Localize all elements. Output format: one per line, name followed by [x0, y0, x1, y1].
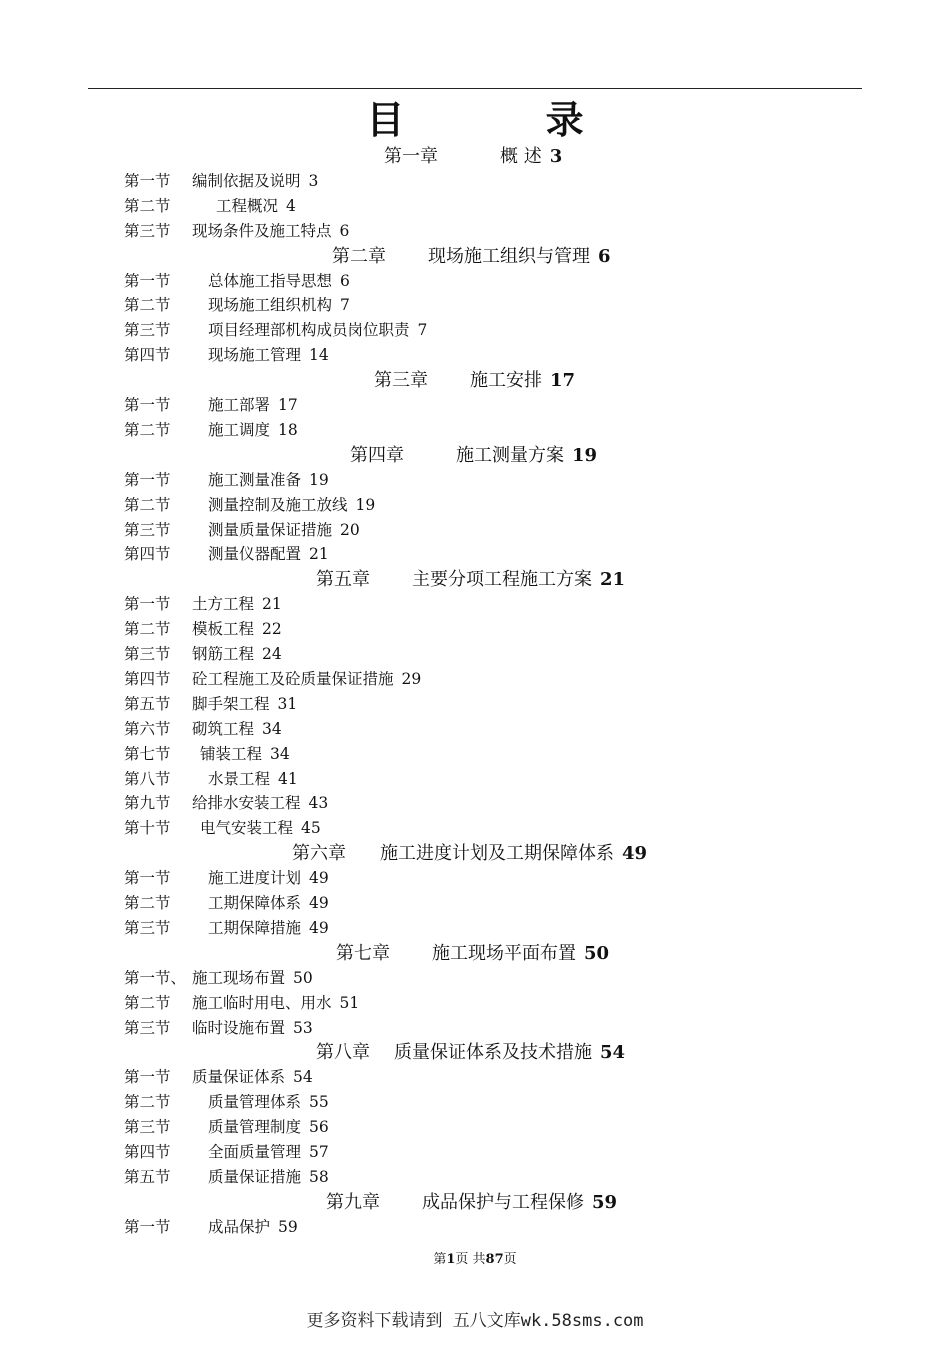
- section-number: 第二节: [124, 296, 171, 315]
- section-title-group: [208, 343, 329, 368]
- section-number: 第三节: [124, 221, 171, 240]
- section-title-group: [208, 393, 298, 418]
- section-title-group: [208, 1115, 329, 1140]
- section-number: 第二节: [124, 1093, 171, 1112]
- section-number: 第三节: [124, 1018, 171, 1037]
- chapter-title: 概 述: [500, 146, 542, 167]
- section-page-number: 19: [309, 470, 329, 489]
- section-number: 第一节: [124, 595, 171, 614]
- footer-suffix: 页: [503, 1252, 517, 1267]
- toc-chapter-row: [0, 244, 950, 269]
- section-page-number: 7: [340, 296, 350, 315]
- section-title-group: [208, 1140, 329, 1165]
- chapter-page-number: 54: [600, 1042, 626, 1064]
- section-title-group: [208, 866, 329, 891]
- section-number: 第八节: [124, 769, 171, 788]
- section-page-number: 55: [309, 1093, 329, 1112]
- section-title: 砼工程施工及砼质量保证措施: [192, 669, 394, 688]
- section-title-group: [208, 891, 329, 916]
- section-page-number: 57: [309, 1143, 329, 1161]
- toc-section-row: [0, 667, 950, 692]
- section-page-number: 43: [308, 794, 329, 813]
- section-page-number: 18: [278, 420, 298, 439]
- toc-section-row: [0, 468, 950, 493]
- section-page-number: 53: [293, 1018, 313, 1037]
- toc-section-row: [0, 1115, 950, 1140]
- section-title-group: [208, 518, 360, 543]
- section-title: 成品保护: [208, 1217, 271, 1236]
- toc-section-row: [0, 1090, 950, 1115]
- section-number: 第一节: [124, 1217, 171, 1236]
- section-title-group: [208, 318, 427, 343]
- chapter-page-number: 6: [598, 245, 611, 267]
- section-number: 第九节: [124, 794, 171, 813]
- chapter-title: 成品保护与工程保修: [422, 1191, 584, 1213]
- chapter-title: 质量保证体系及技术措施: [394, 1042, 592, 1064]
- section-page-number: 49: [309, 869, 329, 888]
- section-title: 施工进度计划: [208, 869, 302, 888]
- section-page-number: 49: [309, 918, 329, 937]
- chapter-title: 现场施工组织与管理: [428, 245, 590, 267]
- section-title-group: [192, 219, 349, 244]
- toc-section-row: [0, 742, 950, 767]
- section-title-group: [200, 742, 290, 767]
- download-watermark: 更多资料下载请到 五八文库wk.58sms.com: [306, 1311, 644, 1331]
- footer-page-number: 1: [446, 1252, 456, 1267]
- chapter-title-group: [422, 1190, 617, 1215]
- section-number: 第一节: [124, 271, 171, 290]
- section-number: 第三节: [124, 520, 171, 539]
- chapter-page-number: 49: [622, 843, 648, 865]
- footer-prefix: 第: [433, 1252, 447, 1267]
- section-number: 第一节: [124, 171, 171, 190]
- chapter-title: 施工安排: [470, 370, 542, 392]
- toc-section-row: [0, 318, 950, 343]
- chapter-page-number: 19: [572, 444, 598, 466]
- section-number: 第一节、: [124, 968, 187, 987]
- section-title: 水景工程: [208, 769, 271, 788]
- section-title: 砌筑工程: [192, 719, 255, 738]
- chapter-title: 施工测量方案: [456, 444, 564, 466]
- chapter-title-group: [380, 841, 647, 866]
- section-title: 给排水安装工程: [192, 794, 301, 813]
- section-title-group: [208, 269, 350, 294]
- chapter-title-group: [470, 368, 575, 393]
- chapter-title-group: [394, 1040, 625, 1065]
- toc-section-row: [0, 493, 950, 518]
- section-page-number: 51: [339, 993, 360, 1012]
- section-number: 第七节: [124, 744, 171, 763]
- section-page-number: 58: [309, 1167, 329, 1186]
- section-page-number: 34: [262, 719, 282, 738]
- section-title: 施工调度: [208, 420, 271, 439]
- section-page-number: 54: [293, 1068, 313, 1087]
- chapter-title-group: [432, 941, 609, 966]
- section-title: 质量保证措施: [208, 1167, 302, 1186]
- toc-section-row: [0, 767, 950, 792]
- section-title: 现场施工组织机构: [208, 296, 333, 315]
- chapter-number: 第六章: [292, 843, 346, 865]
- toc-section-row: [0, 692, 950, 717]
- toc-section-row: [0, 991, 950, 1016]
- section-page-number: 6: [339, 221, 350, 240]
- toc-chapter-row: [0, 941, 950, 966]
- toc-section-row: [0, 1065, 950, 1090]
- section-page-number: 24: [262, 645, 282, 663]
- section-number: 第三节: [124, 321, 171, 340]
- section-page-number: 45: [301, 819, 321, 838]
- section-title-group: [208, 293, 350, 318]
- section-title: 总体施工指导思想: [208, 271, 333, 290]
- chapter-number: 第八章: [316, 1042, 370, 1064]
- toc-section-row: [0, 816, 950, 841]
- section-number: 第一节: [124, 1068, 171, 1087]
- section-page-number: 6: [340, 271, 350, 290]
- section-title-group: [208, 1215, 298, 1240]
- section-page-number: 7: [417, 321, 428, 340]
- section-title-group: [208, 1090, 329, 1115]
- chapter-number: 第九章: [326, 1191, 380, 1213]
- section-number: 第四节: [124, 1143, 171, 1161]
- section-title-group: [208, 916, 329, 941]
- section-page-number: 41: [278, 769, 298, 788]
- section-title: 施工现场布置: [192, 968, 286, 987]
- toc-section-row: [0, 891, 950, 916]
- chapter-number: 第三章: [374, 370, 428, 392]
- section-title: 施工临时用电、用水: [192, 993, 332, 1012]
- page-title: 目 录: [366, 98, 648, 142]
- section-title-group: [192, 717, 282, 742]
- section-number: 第二节: [124, 495, 171, 514]
- section-page-number: 59: [278, 1217, 298, 1236]
- toc-chapter-row: [0, 841, 950, 866]
- header-rule: [88, 88, 862, 89]
- section-page-number: 56: [309, 1118, 329, 1137]
- chapter-title-group: [456, 443, 597, 468]
- chapter-title: 主要分项工程施工方案: [412, 569, 592, 591]
- chapter-number: 第四章: [350, 444, 404, 466]
- toc-section-row: [0, 1215, 950, 1240]
- section-page-number: 21: [309, 545, 329, 564]
- section-title: 质量管理体系: [208, 1093, 302, 1112]
- section-page-number: 3: [308, 171, 319, 190]
- section-title: 测量质量保证措施: [208, 520, 333, 539]
- toc-section-row: [0, 866, 950, 891]
- section-number: 第一节: [124, 470, 171, 489]
- toc-section-row: [0, 617, 950, 642]
- chapter-page-number: 3: [549, 146, 563, 167]
- section-title-group: [208, 468, 329, 493]
- chapter-number: 第七章: [336, 942, 390, 964]
- toc-section-row: [0, 916, 950, 941]
- toc-section-row: [0, 219, 950, 244]
- chapter-page-number: 17: [550, 370, 576, 392]
- chapter-number: 第二章: [332, 245, 386, 267]
- section-number: 第三节: [124, 1118, 171, 1137]
- toc-section-row: [0, 1140, 950, 1165]
- section-page-number: 29: [401, 669, 422, 688]
- section-title-group: [192, 991, 359, 1016]
- page-footer: [0, 1248, 950, 1267]
- toc-section-row: [0, 293, 950, 318]
- section-page-number: 19: [355, 495, 376, 514]
- footer-total-pages: 87: [485, 1252, 504, 1267]
- section-number: 第二节: [124, 420, 171, 439]
- chapter-title: 施工现场平面布置: [432, 942, 576, 964]
- section-title: 施工测量准备: [208, 470, 302, 489]
- chapter-title-group: [500, 144, 562, 169]
- toc-section-row: [0, 269, 950, 294]
- section-title: 全面质量管理: [208, 1143, 302, 1161]
- toc-section-row: [0, 642, 950, 667]
- section-title-group: [192, 966, 313, 991]
- section-number: 第五节: [124, 1167, 171, 1186]
- chapter-page-number: 50: [584, 942, 610, 964]
- section-number: 第十节: [124, 819, 171, 838]
- section-title: 脚手架工程: [192, 694, 270, 713]
- section-number: 第四节: [124, 545, 171, 564]
- section-title: 质量管理制度: [208, 1118, 302, 1137]
- chapter-page-number: 59: [592, 1191, 618, 1213]
- chapter-number: 第一章: [384, 146, 438, 167]
- section-number: 第四节: [124, 346, 171, 365]
- section-page-number: 14: [309, 346, 329, 365]
- section-number: 第三节: [124, 918, 171, 937]
- section-number: 第二节: [124, 620, 171, 639]
- section-number: 第一节: [124, 396, 171, 414]
- section-title: 铺装工程: [200, 744, 263, 763]
- toc-section-row: [0, 518, 950, 543]
- section-number: 第三节: [124, 645, 171, 663]
- section-title: 项目经理部机构成员岗位职责: [208, 321, 410, 340]
- footer-middle: 页 共: [455, 1252, 486, 1267]
- section-title-group: [208, 1165, 329, 1190]
- section-page-number: 34: [270, 744, 290, 763]
- toc-section-row: [0, 194, 950, 219]
- section-title-group: [192, 667, 421, 692]
- section-number: 第二节: [124, 894, 171, 912]
- section-page-number: 20: [340, 520, 360, 539]
- section-page-number: 50: [293, 968, 313, 987]
- section-title: 土方工程: [192, 595, 255, 614]
- section-page-number: 31: [277, 694, 298, 713]
- section-title: 质量保证体系: [192, 1068, 286, 1087]
- toc-section-row: [0, 343, 950, 368]
- section-page-number: 17: [278, 396, 298, 414]
- section-title-group: [192, 617, 282, 642]
- section-title-group: [192, 692, 297, 717]
- section-title-group: [192, 1016, 313, 1041]
- section-number: 第一节: [124, 869, 171, 888]
- section-title-group: [208, 418, 298, 443]
- section-title-group: [208, 493, 375, 518]
- section-number: 第二节: [124, 993, 171, 1012]
- toc-section-row: [0, 542, 950, 567]
- section-title: 工期保障体系: [208, 894, 302, 912]
- section-page-number: 22: [262, 620, 282, 639]
- section-title: 测量控制及施工放线: [208, 495, 348, 514]
- section-title: 测量仪器配置: [208, 545, 302, 564]
- toc-chapter-row: [0, 443, 950, 468]
- chapter-title: 施工进度计划及工期保障体系: [380, 843, 614, 865]
- section-title-group: [192, 791, 328, 816]
- section-number: 第五节: [124, 694, 171, 713]
- toc-section-row: [0, 1016, 950, 1041]
- section-page-number: 21: [262, 595, 282, 614]
- toc-section-row: [0, 592, 950, 617]
- section-title: 工期保障措施: [208, 918, 302, 937]
- chapter-page-number: 21: [600, 569, 626, 591]
- section-title-group: [216, 194, 296, 219]
- section-title-group: [208, 767, 298, 792]
- toc-section-row: [0, 393, 950, 418]
- toc-section-row: [0, 169, 950, 194]
- chapter-number: 第五章: [316, 569, 370, 591]
- section-title: 编制依据及说明: [192, 171, 301, 190]
- chapter-title-group: [412, 567, 625, 592]
- section-number: 第二节: [124, 196, 171, 215]
- section-title: 现场施工管理: [208, 346, 302, 365]
- chapter-title-group: [428, 244, 611, 269]
- section-page-number: 4: [286, 196, 296, 215]
- section-number: 第六节: [124, 719, 171, 738]
- toc-chapter-row: [0, 368, 950, 393]
- toc-chapter-row: [0, 144, 950, 169]
- toc-chapter-row: [0, 1190, 950, 1215]
- toc-section-row: [0, 966, 950, 991]
- toc-chapter-row: [0, 1040, 950, 1065]
- section-title: 现场条件及施工特点: [192, 221, 332, 240]
- section-title: 临时设施布置: [192, 1018, 286, 1037]
- section-title: 工程概况: [216, 196, 279, 215]
- toc-section-row: [0, 1165, 950, 1190]
- section-title-group: [192, 1065, 313, 1090]
- section-title-group: [192, 592, 282, 617]
- section-title: 钢筋工程: [192, 645, 255, 663]
- section-number: 第四节: [124, 669, 171, 688]
- section-title-group: [208, 542, 329, 567]
- section-page-number: 49: [309, 894, 329, 912]
- toc-section-row: [0, 791, 950, 816]
- section-title: 电气安装工程: [200, 819, 294, 838]
- toc-chapter-row: [0, 567, 950, 592]
- section-title-group: [200, 816, 321, 841]
- section-title: 模板工程: [192, 620, 255, 639]
- section-title-group: [192, 642, 282, 667]
- toc-section-row: [0, 717, 950, 742]
- section-title-group: [192, 169, 318, 194]
- toc-section-row: [0, 418, 950, 443]
- section-title: 施工部署: [208, 396, 271, 414]
